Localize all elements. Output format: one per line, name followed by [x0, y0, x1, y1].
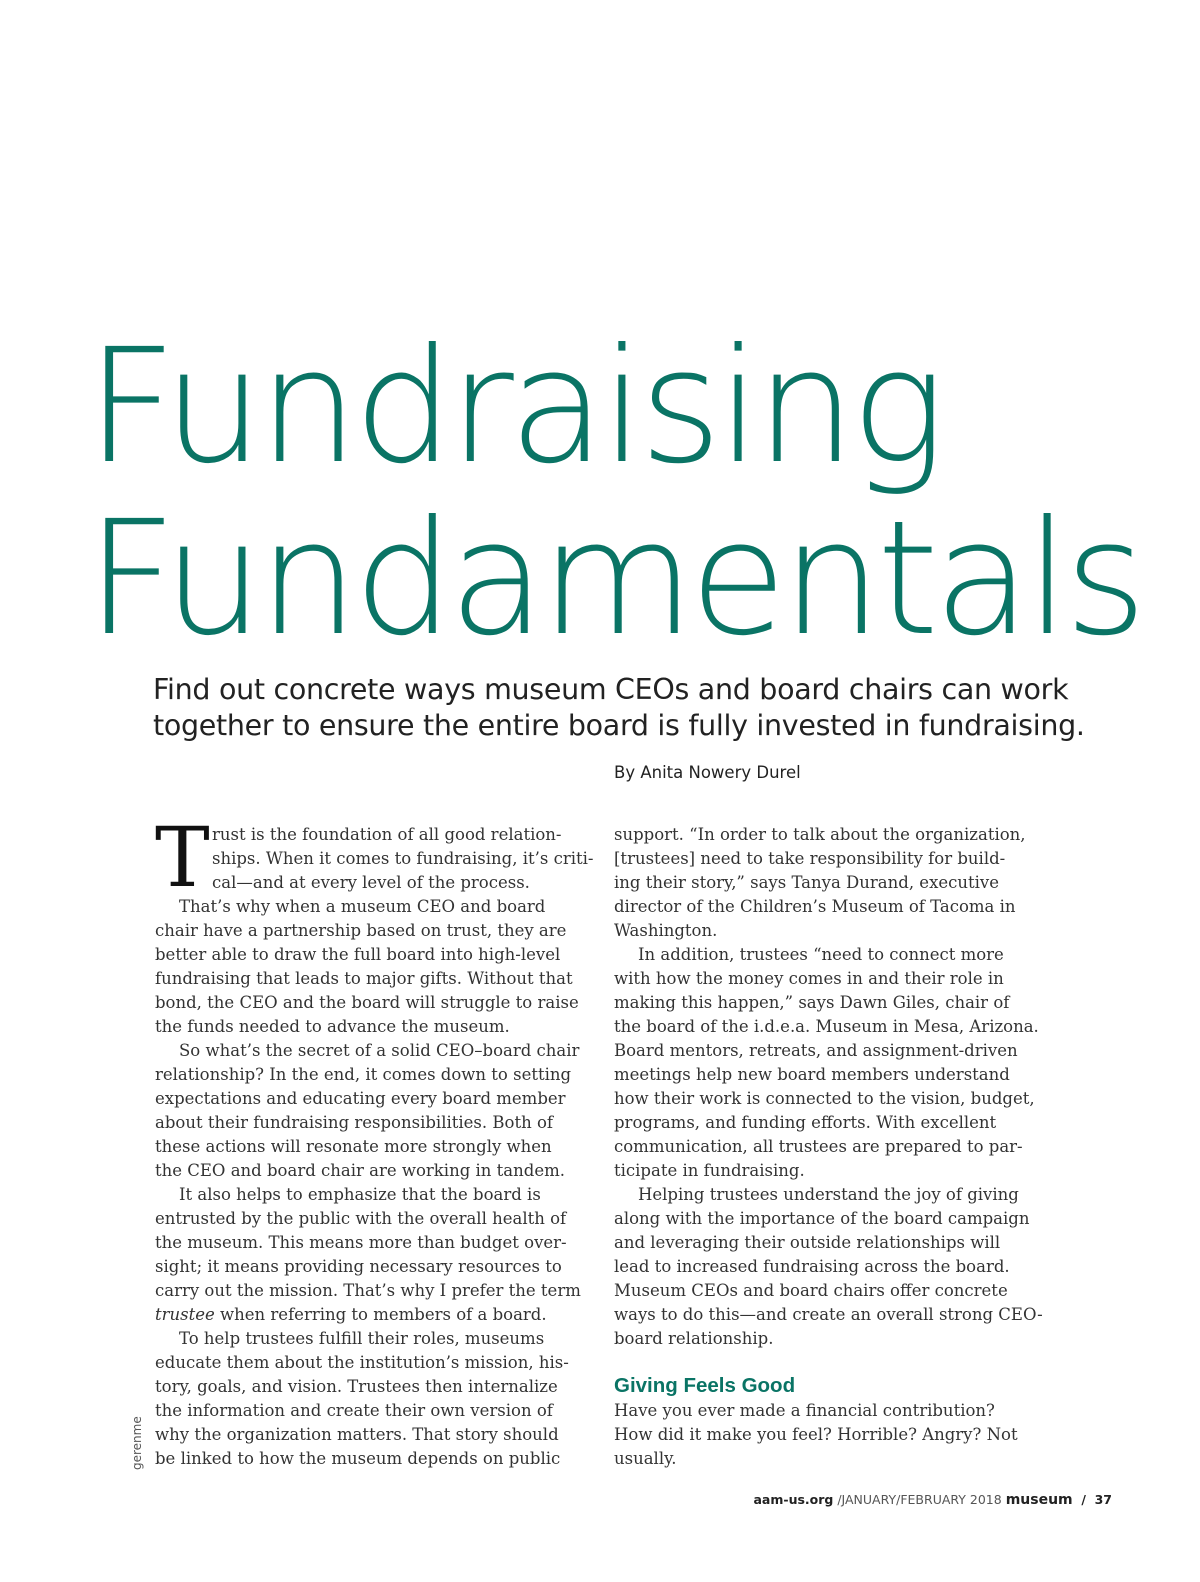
body-line: better able to draw the full board into high-level — [155, 945, 561, 964]
body-line: these actions will resonate more strongly when — [155, 1137, 552, 1156]
body-line: So what’s the secret of a solid CEO–board chair — [179, 1041, 580, 1060]
section-subhead: Giving Feels Good — [614, 1374, 796, 1397]
body-line: lead to increased fundraising across the board. — [614, 1257, 1010, 1276]
body-line: entrusted by the public with the overall health of — [155, 1209, 567, 1228]
italic-term: trustee — [155, 1305, 215, 1324]
body-line: how their work is connected to the vision, budget, — [614, 1089, 1035, 1108]
body-line: ways to do this—and create an overall strong CEO- — [614, 1305, 1043, 1324]
body-line: the information and create their own version of — [155, 1401, 553, 1420]
body-line: educate them about the institution’s mission, his- — [155, 1353, 569, 1372]
body-line-rest: when referring to members of a board. — [220, 1305, 547, 1324]
body-line: expectations and educating every board member — [155, 1089, 566, 1108]
body-line: board relationship. — [614, 1329, 774, 1348]
body-line: To help trustees fulfill their roles, museums — [179, 1329, 545, 1348]
right-column — [614, 823, 1054, 1471]
body-line: Board mentors, retreats, and assignment-driven — [614, 1041, 1018, 1060]
body-line: chair have a partnership based on trust, they are — [155, 921, 567, 940]
body-line: the CEO and board chair are working in tandem. — [155, 1161, 565, 1180]
footer-magazine: museum — [1005, 1492, 1073, 1508]
body-line: making this happen,” says Dawn Giles, chair of — [614, 993, 1010, 1012]
body-line: tory, goals, and vision. Trustees then internalize — [155, 1377, 558, 1396]
page-footer — [753, 1492, 1112, 1508]
body-line: and leveraging their outside relationships will — [614, 1233, 1001, 1252]
footer-issue: /JANUARY/FEBRUARY 2018 — [833, 1492, 1006, 1507]
body-line: It also helps to emphasize that the board is — [179, 1185, 541, 1204]
body-line: communication, all trustees are prepared to par- — [614, 1137, 1023, 1156]
photo-credit: gerenme — [130, 1416, 144, 1470]
body-line: Washington. — [614, 921, 718, 940]
body-line: be linked to how the museum depends on public — [155, 1449, 561, 1468]
body-line: ing their story,” says Tanya Durand, executive — [614, 873, 1000, 892]
body-line: the funds needed to advance the museum. — [155, 1017, 510, 1036]
body-line: ships. When it comes to fundraising, it’s criti- — [212, 849, 594, 868]
dek-line-1: Find out concrete ways museum CEOs and board chairs can work — [153, 673, 1069, 706]
body-line: sight; it means providing necessary resources to — [155, 1257, 562, 1276]
body-line: How did it make you feel? Horrible? Angry? Not — [614, 1425, 1018, 1444]
body-line: carry out the mission. That’s why I prefer the term — [155, 1281, 581, 1300]
dek-line-2: together to ensure the entire board is fully invested in fundraising. — [153, 709, 1085, 742]
body-line: ticipate in fundraising. — [614, 1161, 805, 1180]
body-line: Helping trustees understand the joy of giving — [638, 1185, 1019, 1204]
body-line: usually. — [614, 1449, 677, 1468]
byline: By Anita Nowery Durel — [614, 763, 801, 782]
body-line — [155, 1303, 585, 1327]
body-line: meetings help new board members understand — [614, 1065, 1010, 1084]
body-line: cal—and at every level of the process. — [212, 873, 530, 892]
body-line: That’s why when a museum CEO and board — [179, 897, 546, 916]
body-line: Have you ever made a financial contribution? — [614, 1401, 995, 1420]
body-line: the board of the i.d.e.a. Museum in Mesa, Arizona. — [614, 1017, 1039, 1036]
footer-page-number: / 37 — [1072, 1492, 1112, 1507]
footer-site: aam-us.org — [753, 1492, 834, 1507]
dek — [153, 672, 1153, 744]
body-line: with how the money comes in and their role in — [614, 969, 1004, 988]
body-line: why the organization matters. That story should — [155, 1425, 559, 1444]
body-line: programs, and funding efforts. With excellent — [614, 1113, 997, 1132]
body-line: along with the importance of the board campaign — [614, 1209, 1030, 1228]
headline-line-1: Fundraising — [86, 315, 941, 499]
left-column — [155, 811, 594, 1471]
body-line: relationship? In the end, it comes down to setting — [155, 1065, 572, 1084]
body-line: director of the Children’s Museum of Tacoma in — [614, 897, 1016, 916]
body-line: Museum CEOs and board chairs offer concrete — [614, 1281, 1008, 1300]
body-line: fundraising that leads to major gifts. Without that — [155, 969, 573, 988]
body-line: In addition, trustees “need to connect more — [638, 945, 1004, 964]
body-line: about their fundraising responsibilities. Both of — [155, 1113, 553, 1132]
body-line: [trustees] need to take responsibility for build- — [614, 849, 1006, 868]
body-line: the museum. This means more than budget over- — [155, 1233, 567, 1252]
headline-line-2: Fundamentals — [86, 487, 1142, 671]
body-line: rust is the foundation of all good relation- — [212, 825, 562, 844]
body-line: bond, the CEO and the board will struggle to raise — [155, 993, 579, 1012]
body-line: support. “In order to talk about the organization, — [614, 825, 1026, 844]
drop-cap: T — [155, 811, 210, 906]
